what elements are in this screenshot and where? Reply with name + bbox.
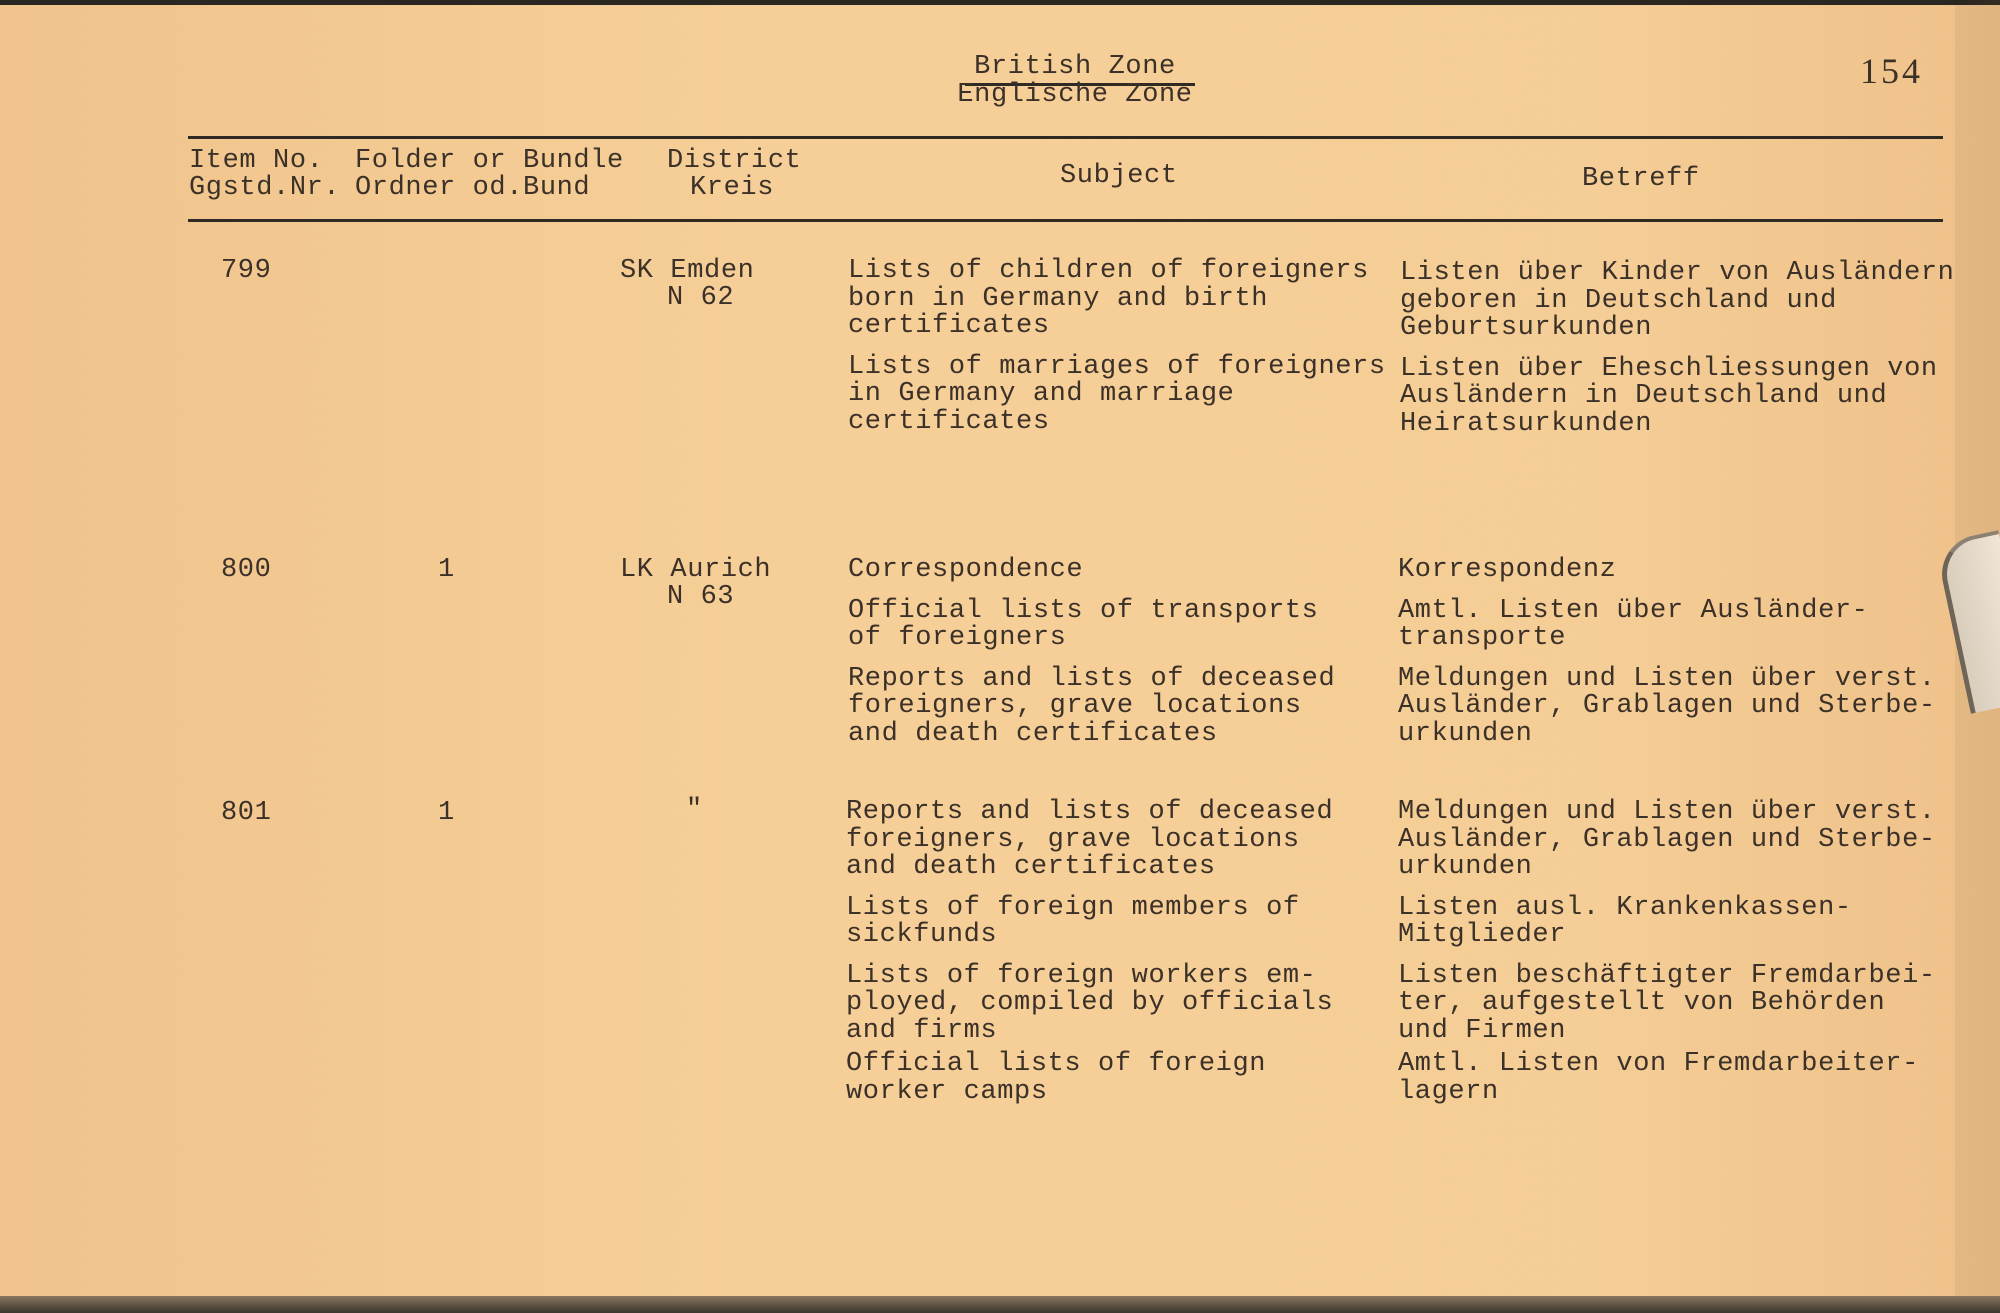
betreff-entry: Amtl. Listen über Ausländer- transporte <box>1398 595 1869 653</box>
title-english: British Zone <box>974 52 1176 82</box>
page-number: 154 <box>1860 51 1923 91</box>
subject-entry: Reports and lists of deceased foreigners, grave locations and death certificates <box>846 797 1334 882</box>
row-district: LK Aurich <box>620 555 772 585</box>
subject-entry: Reports and lists of deceased foreigners, grave locations and death certificates <box>848 663 1336 749</box>
betreff-entry: Meldungen und Listen über verst. Ausländer, Grablagen und Sterbe- urkunden <box>1398 663 1936 749</box>
row-district-code: N 62 <box>667 283 735 313</box>
row-betreff <box>1398 799 1936 1106</box>
col-betreff: Betreff <box>1582 164 1700 194</box>
subject-entry: Lists of foreign members of sickfunds <box>846 892 1300 950</box>
betreff-entry: Listen beschäftigter Fremdarbei- ter, aufgestellt von Behörden und Firmen <box>1398 960 1936 1046</box>
col-district-en: District <box>667 146 802 176</box>
row-folder: 1 <box>438 798 455 828</box>
col-folder-de: Ordner od.Bund <box>355 173 591 203</box>
row-subjects <box>848 557 1335 748</box>
row-betreff <box>1400 260 1955 438</box>
subject-entry: Official lists of foreign worker camps <box>846 1049 1267 1107</box>
col-folder-en: Folder or Bundle <box>355 146 624 176</box>
betreff-entry: Amtl. Listen von Fremdarbeiter- lagern <box>1398 1049 1919 1107</box>
subject-entry: Official lists of transports of foreigners <box>848 595 1319 653</box>
row-subjects <box>848 258 1386 436</box>
title-german: Englische Zone <box>957 80 1193 110</box>
row-item-number: 799 <box>221 256 272 286</box>
subject-entry: Correspondence <box>848 555 1084 585</box>
row-district-code: N 63 <box>667 582 735 612</box>
betreff-entry: Listen über Eheschliessungen von Ausländern in Deutschland und Heiratsurkunden <box>1400 353 1938 439</box>
betreff-entry: Meldungen und Listen über verst. Ausländer, Grablagen und Sterbe- urkunden <box>1398 797 1936 882</box>
col-item-de: Ggstd.Nr. <box>189 173 341 203</box>
row-district-ditto: " <box>686 795 703 825</box>
row-item-number: 800 <box>221 555 272 585</box>
row-betreff <box>1398 557 1936 748</box>
scan-top-edge <box>0 0 2000 5</box>
col-subject: Subject <box>1060 161 1178 191</box>
subject-entry: Lists of children of foreigners born in Germany and birth certificates <box>848 256 1369 341</box>
betreff-entry: Listen ausl. Krankenkassen- Mitglieder <box>1398 892 1852 950</box>
row-subjects <box>846 799 1333 1106</box>
header-top-rule <box>188 136 1943 139</box>
betreff-entry: Listen über Kinder von Ausländern geboren in Deutschland und Geburtsurkunden <box>1400 258 1955 343</box>
betreff-entry: Korrespondenz <box>1398 555 1617 585</box>
row-district: SK Emden <box>620 256 755 286</box>
col-item-en: Item No. <box>189 146 324 176</box>
row-item-number: 801 <box>221 798 272 828</box>
col-district-de: Kreis <box>690 173 775 203</box>
header-bottom-rule <box>188 219 1943 222</box>
subject-entry: Lists of marriages of foreigners in Germany and marriage certificates <box>848 351 1386 437</box>
subject-entry: Lists of foreign workers em- ployed, compiled by officials and firms <box>846 960 1334 1046</box>
paper-clip <box>1935 530 2000 714</box>
row-folder: 1 <box>438 555 455 585</box>
scan-bottom-edge <box>0 1296 2000 1313</box>
